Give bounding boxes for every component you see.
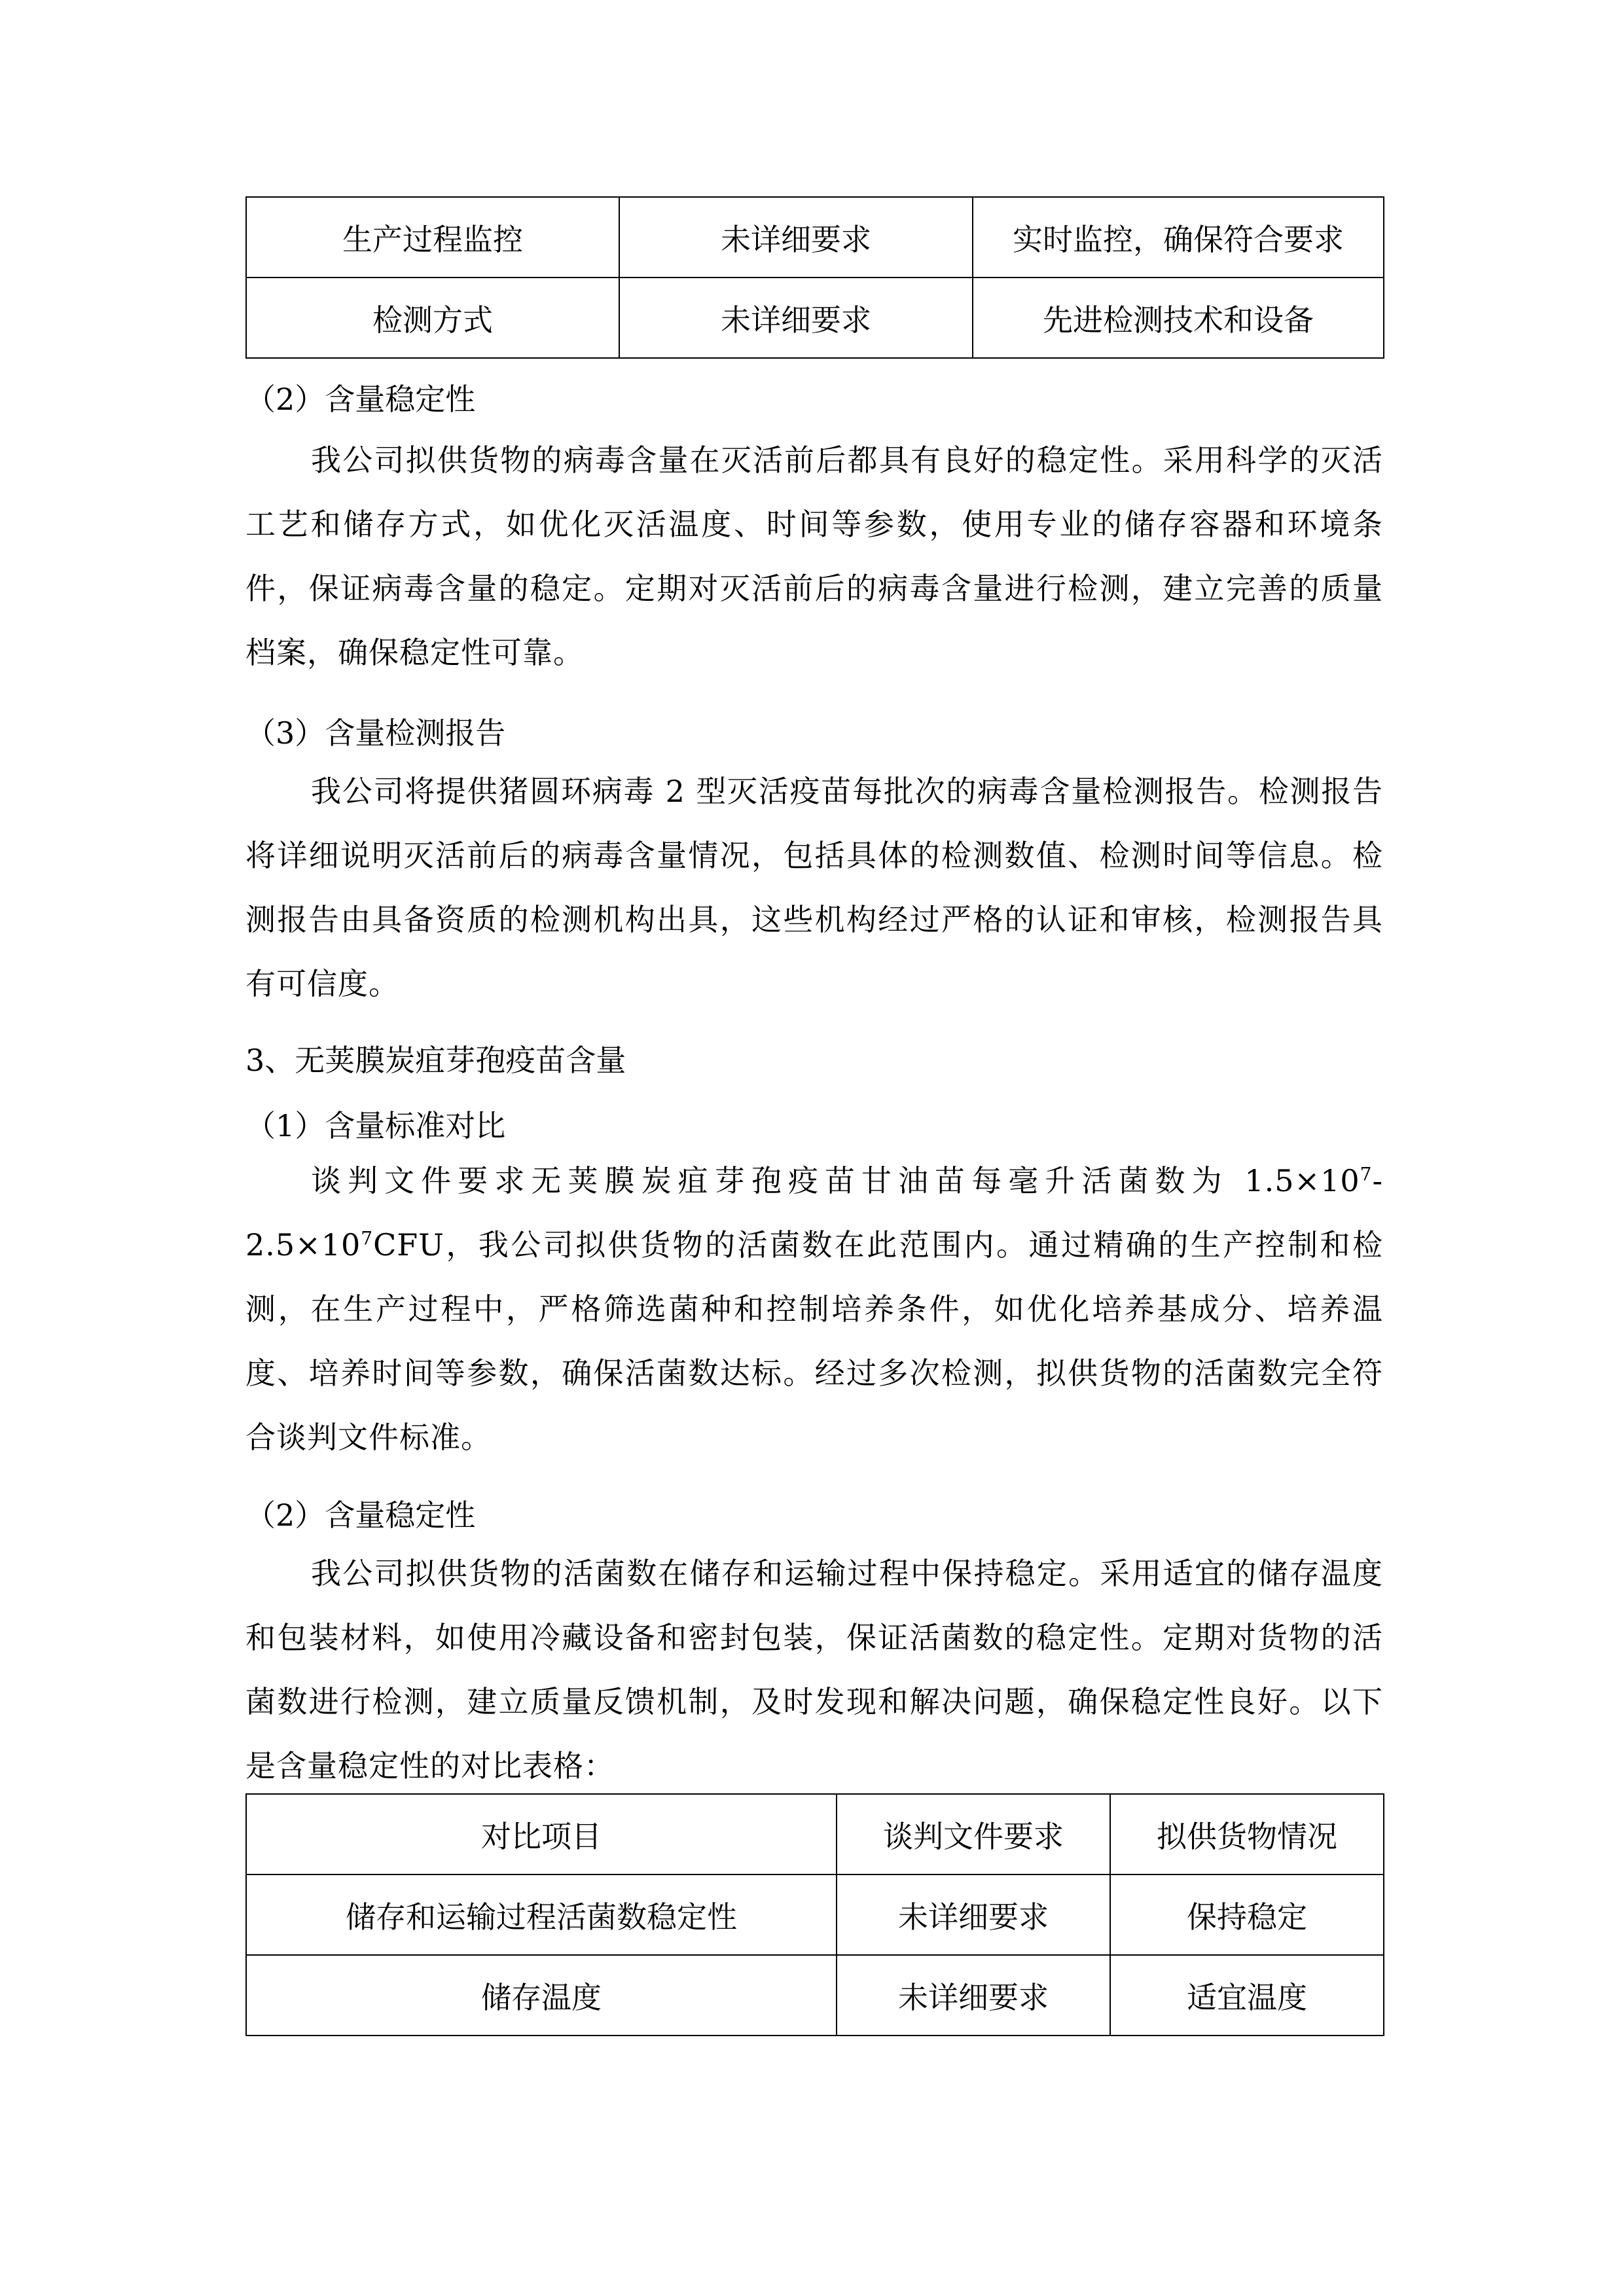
table-cell: 未详细要求 [837, 1955, 1110, 2036]
table-cell: 先进检测技术和设备 [973, 278, 1384, 358]
paragraph-text: -2.5×10 [245, 1163, 1383, 1263]
section-heading: （2）含量稳定性 [245, 1498, 476, 1533]
table-cell: 未详细要求 [837, 1874, 1110, 1955]
table-row [246, 197, 1384, 278]
table-header-cell: 对比项目 [246, 1794, 837, 1874]
paragraph: 我公司拟供货物的病毒含量在灭活前后都具有良好的稳定性。采用科学的灭活工艺和储存方式，如优化灭活温度、时间等参数，使用专业的储存容器和环境条件，保证病毒含量的稳定。定期对灭活前后的病毒含量进行检测，建立完善的质量档案，确保稳定性可靠。 [245, 442, 1383, 670]
table-cell: 检测方式 [246, 278, 619, 358]
table-header-cell: 谈判文件要求 [837, 1794, 1110, 1874]
table-row [246, 1955, 1384, 2036]
section-heading: （3）含量检测报告 [245, 715, 506, 751]
table-row [246, 1874, 1384, 1955]
main-section-heading: 3、无荚膜炭疽芽孢疫苗含量 [245, 1043, 626, 1078]
paragraph [245, 1149, 1383, 1469]
section-heading: （1）含量标准对比 [245, 1108, 506, 1143]
table-cell: 未详细要求 [619, 197, 973, 278]
table-cell: 生产过程监控 [246, 197, 619, 278]
table-header-row [246, 1794, 1384, 1874]
comparison-table-top [245, 196, 1384, 359]
table-cell: 实时监控，确保符合要求 [973, 197, 1384, 278]
table-header-cell: 拟供货物情况 [1110, 1794, 1384, 1874]
paragraph-text: 谈判文件要求无荚膜炭疽芽孢疫苗甘油苗每毫升活菌数为 1.5×10 [311, 1163, 1360, 1198]
table-cell: 储存温度 [246, 1955, 837, 2036]
comparison-table-bottom [245, 1793, 1384, 2036]
table-cell: 储存和运输过程活菌数稳定性 [246, 1874, 837, 1955]
exponent: 7 [1360, 1163, 1373, 1185]
section-heading: （2）含量稳定性 [245, 382, 476, 417]
table-cell: 未详细要求 [619, 278, 973, 358]
exponent: 7 [361, 1227, 374, 1249]
table-cell: 保持稳定 [1110, 1874, 1384, 1955]
paragraph-text: CFU，我公司拟供货物的活菌数在此范围内。通过精确的生产控制和检测，在生产过程中，严格筛选菌种和控制培养条件，如优化培养基成分、培养温度、培养时间等参数，确保活菌数达标。经过多次检测，拟供货物的活菌数完全符合谈判文件标准。 [245, 1227, 1383, 1455]
paragraph: 我公司将提供猪圆环病毒 2 型灭活疫苗每批次的病毒含量检测报告。检测报告将详细说明灭活前后的病毒含量情况，包括具体的检测数值、检测时间等信息。检测报告由具备资质的检测机构出具，这些机构经过严格的认证和审核，检测报告具有可信度。 [245, 774, 1383, 1001]
paragraph: 我公司拟供货物的活菌数在储存和运输过程中保持稳定。采用适宜的储存温度和包装材料，如使用冷藏设备和密封包装，保证活菌数的稳定性。定期对货物的活菌数进行检测，建立质量反馈机制，及时发现和解决问题，确保稳定性良好。以下是含量稳定性的对比表格： [245, 1556, 1383, 1784]
table-row [246, 278, 1384, 358]
table-cell: 适宜温度 [1110, 1955, 1384, 2036]
